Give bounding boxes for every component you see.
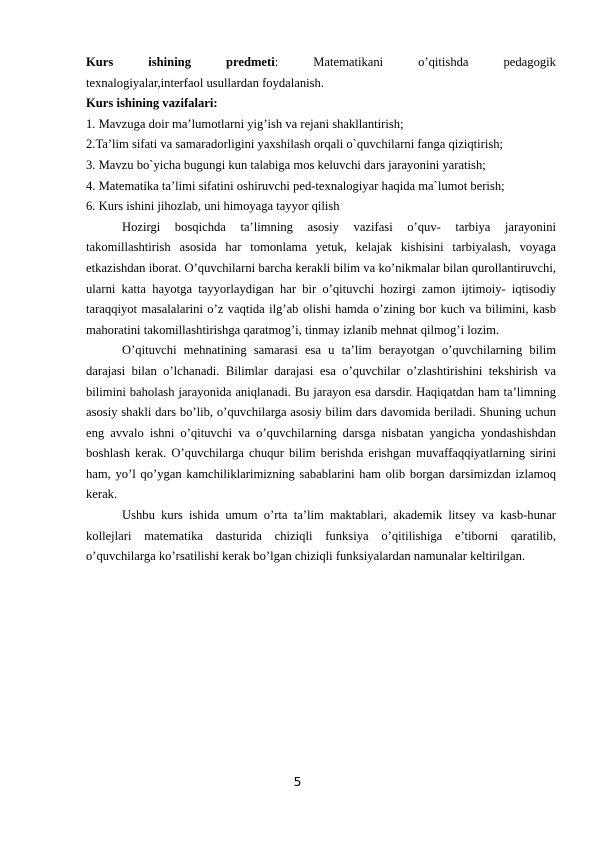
tasks-heading: Kurs ishining vazifalari: <box>86 96 218 111</box>
course-subject-word-2: ishining <box>148 55 191 69</box>
course-subject-text-1: Matematikani <box>313 55 384 69</box>
task-item: 2.Ta’lim sifati va samaradorligini yaxshilash orqali o`quvchilarni fanga qiziqtirish; <box>86 137 504 152</box>
course-subject-label <box>226 52 278 73</box>
document-page <box>86 52 556 567</box>
course-subject-line <box>86 52 556 73</box>
course-subject-word-3: predmeti <box>225 55 275 69</box>
course-subject-continuation: texnalogiyalar,interfaol usullardan foydalanish. <box>86 75 324 90</box>
task-item: 6. Kurs ishini jihozlab, uni himoyaga tayyor qilish <box>86 199 340 214</box>
page-number: 5 <box>293 774 302 789</box>
course-subject-word-1: Kurs <box>86 55 114 69</box>
body-paragraph-2: O’qituvchi mehnatining samarasi esa u ta’lim berayotgan o’quvchilarning bilim darajasi bilan o’lchanadi. Bilimlar darajasi esa o’quvchilar o’zlashtirishini tekshirish va bilimini baholash jarayonida aniqlanadi. Bu jarayon esa darsdir. Haqiqatdan ham ta’limning asosiy shakli dars bo’lib, o’quvchilarga asosiy bilim dars davomida beriladi. Shuning uchun eng avvalo ishni o’qituvchi va o’quvchilarning darsga nisbatan yangicha yondashishdan boshlash kerak. O’quvchilarga chuqur bilim berishda erishgan muvaffaqqiyatlarning sirini ham, yo’l qo’ygan kamchiliklarimizning sabablarini ham olib borgan darsimizdan izlamoq kerak. <box>86 343 556 502</box>
task-item: 3. Mavzu bo`yicha bugungi kun talabiga mos keluvchi dars jarayonini yaratish; <box>86 157 486 172</box>
task-item: 4. Matematika ta’limi sifatini oshiruvchi ped-texnalogiyar haqida ma`lumot berish; <box>86 178 505 193</box>
body-paragraph-1: Hozirgi bosqichda ta’limning asosiy vazifasi o’quv- tarbiya jarayonini takomillashtirish asosida har tomonlama yetuk, kelajak kishisini tarbiyalash, voyaga etkazishdan iborat. O’quvchilarni barcha kerakli bilim va ko’nikmalar bilan qurollantiruvchi, ularni katta hayotga tayyorlaydigan har bir o’qituvchi hozirgi zamon ijtimoiy- iqtisodiy taraqqiyot masalalarini o’z vaqtida ilg’ab olishi hamda o’zining bor kuch va bilimini, kasb mahoratini takomillashtirishga qaratmog’i, tinmay izlanib mehnat qilmog’i lozim. <box>86 219 556 337</box>
course-subject-text-2: o’qitishda <box>418 55 469 69</box>
task-item: 1. Mavzuga doir ma’lumotlarni yig’ish va rejani shakllantirish; <box>86 116 404 131</box>
course-subject-colon: : <box>274 55 279 69</box>
course-subject-text-3: pedagogik <box>503 55 556 69</box>
body-paragraph-3: Ushbu kurs ishida umum o’rta ta’lim maktablari, akademik litsey va kasb-hunar kollejlari matematika dasturida chiziqli funksiya o’qitilishiga e’tiborni qaratilib, o’quvchilarga ko’rsatilishi kerak bo’lgan chiziqli funksiyalardan namunalar keltirilgan. <box>86 508 556 564</box>
